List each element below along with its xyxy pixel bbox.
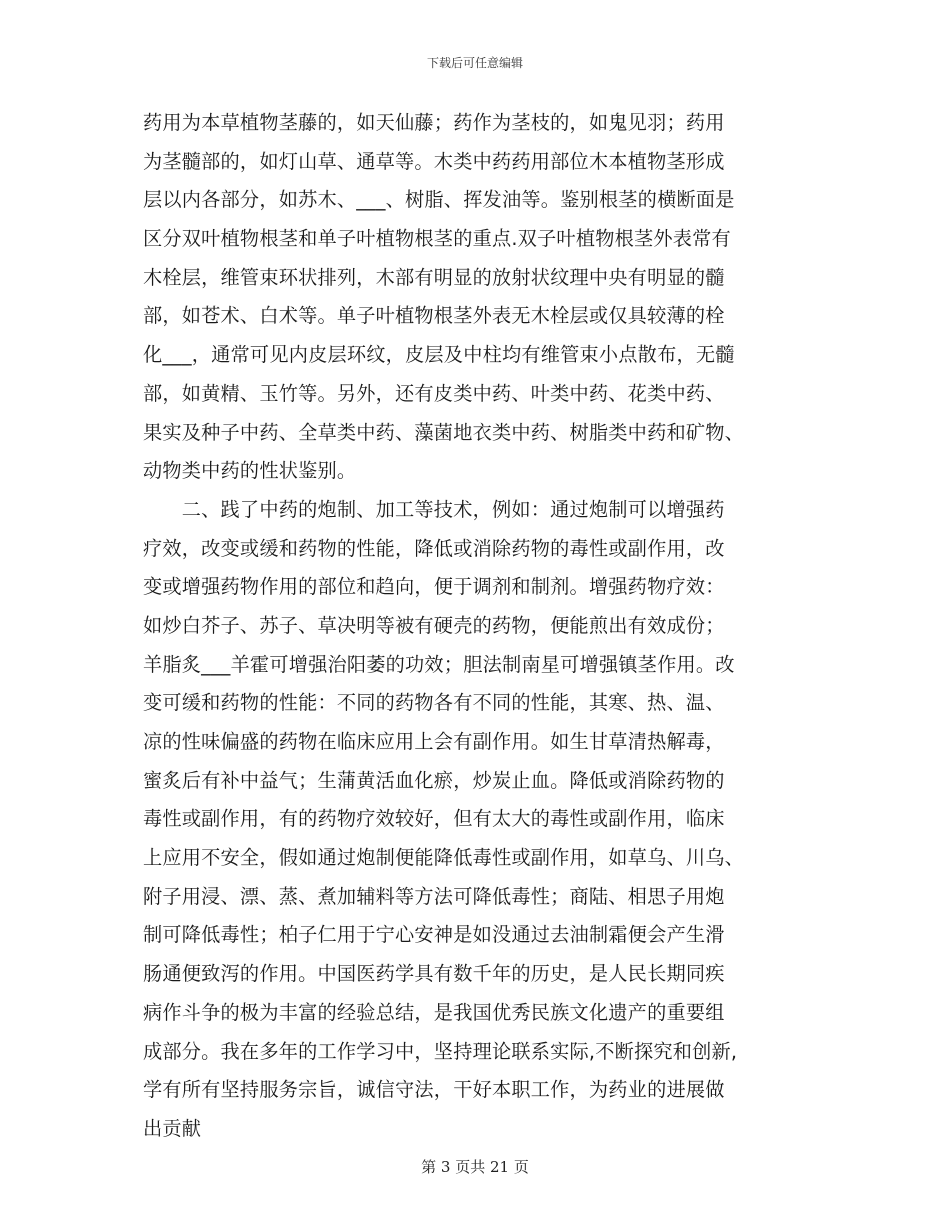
text-line: 木栓层，维管束环状排列，木部有明显的放射状纹理中央有明显的髓 (143, 265, 725, 289)
text-line: 出贡献 (143, 1116, 202, 1140)
text-line: 制可降低毒性；柏子仁用于宁心安神是如没通过去油制霜便会产生滑 (143, 923, 725, 947)
text-line: 变或增强药物作用的部位和趋向，便于调剂和制剂。增强药物疗效： (143, 575, 725, 599)
document-body (143, 104, 807, 1149)
text-line: 果实及种子中药、全草类中药、藻菌地衣类中药、树脂类中药和矿物、 (143, 420, 745, 444)
text-line: 层以内各部分，如苏木、___、树脂、挥发油等。鉴别根茎的横断面是 (143, 188, 735, 212)
text-line: 如炒白芥子、苏子、草决明等被有硬壳的药物，便能煎出有效成份； (143, 613, 725, 637)
text-line: 成部分。我在多年的工作学习中，坚持理论联系实际,不断探究和创新, (143, 1039, 738, 1063)
text-line: 区分双叶植物根茎和单子叶植物根茎的重点.双子叶植物根茎外表常有 (143, 227, 731, 251)
text-line: 学有所有坚持服务宗旨，诚信守法，干好本职工作，为药业的进展做 (143, 1078, 725, 1102)
text-line: 化___，通常可见内皮层环纹，皮层及中柱均有维管束小点散布，无髓 (143, 343, 735, 367)
text-line: 蜜炙后有补中益气；生蒲黄活血化瘀，炒炭止血。降低或消除药物的 (143, 768, 725, 792)
text-line: 肠通便致泻的作用。中国医药学具有数千年的历史，是人民长期同疾 (143, 962, 725, 986)
text-line: 上应用不安全，假如通过炮制便能降低毒性或副作用，如草乌、川乌、 (143, 846, 745, 870)
text-line: 动物类中药的性状鉴别。 (143, 459, 357, 483)
text-line: 疗效，改变或缓和药物的性能，降低或消除药物的毒性或副作用，改 (143, 536, 725, 560)
text-line: 部，如黄精、玉竹等。另外，还有皮类中药、叶类中药、花类中药、 (143, 381, 725, 405)
text-line: 部，如苍术、白术等。单子叶植物根茎外表无木栓层或仅具较薄的栓 (143, 304, 725, 328)
text-line: 凉的性味偏盛的药物在临床应用上会有副作用。如生甘草清热解毒， (143, 730, 725, 753)
text-line: 附子用浸、漂、蒸、煮加辅料等方法可降低毒性；商陆、相思子用炮 (143, 884, 725, 908)
text-line: 二、践了中药的炮制、加工等技术，例如：通过炮制可以增强药 (143, 497, 725, 521)
text-line: 毒性或副作用，有的药物疗效较好，但有太大的毒性或副作用，临床 (143, 807, 725, 831)
text-line: 羊脂炙___羊霍可增强治阳萎的功效；胆法制南星可增强镇茎作用。改 (143, 652, 735, 676)
text-line: 病作斗争的极为丰富的经验总结，是我国优秀民族文化遗产的重要组 (143, 1000, 725, 1024)
text-line: 药用为本草植物茎藤的，如天仙藤；药作为茎枝的，如鬼见羽；药用 (143, 111, 725, 134)
text-line: 为茎髓部的，如灯山草、通草等。木类中药药用部位木本植物茎形成 (143, 149, 725, 173)
page-header: 下载后可任意编辑 (426, 56, 523, 70)
text-line: 变可缓和药物的性能：不同的药物各有不同的性能，其寒、热、温、 (143, 691, 725, 715)
page-number: 第 3 页共 21 页 (421, 1158, 529, 1176)
